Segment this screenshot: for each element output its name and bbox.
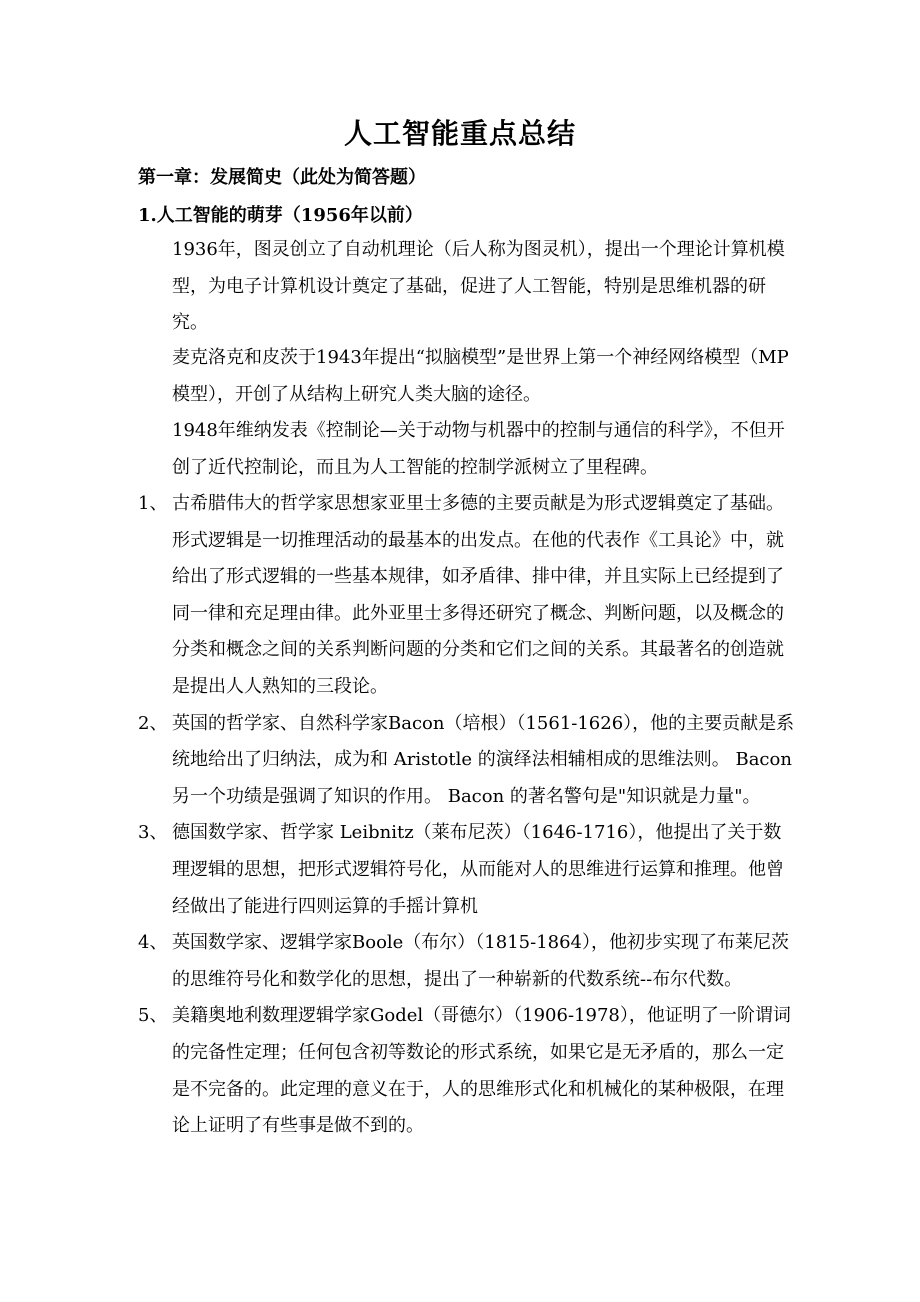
list-item bbox=[138, 925, 798, 998]
paragraph-mp-model: 麦克洛克和皮茨于1943年提出“拟脑模型”是世界上第一个神经网络模型（MP模型），开创了从结构上研究人类大脑的途径。 bbox=[172, 347, 789, 405]
paragraph-cybernetics: 1948年维纳发表《控制论—关于动物与机器中的控制与通信的科学》，不但开创了近代控制论，而且为人工智能的控制学派树立了里程碑。 bbox=[172, 420, 785, 478]
document-title: 人工智能重点总结 bbox=[343, 117, 576, 150]
list-item-number: 5、 bbox=[138, 1005, 168, 1027]
list-item-text: 德国数学家、哲学家 Leibnitz（莱布尼茨）（1646-1716），他提出了关于数理逻辑的思想，把形式逻辑符号化，从而能对人的思维进行运算和推理。他曾经做出了能进行四则运算的手摇计算机 bbox=[172, 822, 784, 917]
list-item bbox=[138, 998, 798, 1144]
list-item-text: 美籍奥地利数理逻辑学家Godel（哥德尔）（1906-1978），他证明了一阶谓词的完备性定理；任何包含初等数论的形式系统，如果它是无矛盾的，那么一定是不完备的。此定理的意义在于，人的思维形式化和机械化的某种极限，在理论上证明了有些事是做不到的。 bbox=[172, 1005, 791, 1137]
paragraph-turing: 1936年，图灵创立了自动机理论（后人称为图灵机），提出一个理论计算机模型，为电子计算机设计奠定了基础，促进了人工智能，特别是思维机器的研究。 bbox=[172, 239, 785, 334]
list-item bbox=[138, 815, 798, 925]
list-item bbox=[138, 706, 798, 816]
list-item-text: 英国数学家、逻辑学家Boole（布尔）（1815-1864），他初步实现了布莱尼茨的思维符号化和数学化的思想，提出了一种崭新的代数系统--布尔代数。 bbox=[172, 932, 790, 990]
list-item-number: 4、 bbox=[138, 932, 168, 954]
list-item-text: 英国的哲学家、自然科学家Bacon（培根）（1561-1626），他的主要贡献是系统地给出了归纳法，成为和 Aristotle 的演绎法相辅相成的思维法则。 Bacon 另一个功绩是强调了知识的作用。 Bacon 的著名警句是"知识就是力量"。 bbox=[172, 712, 795, 807]
list-item-number: 1、 bbox=[138, 493, 168, 514]
list-item-number: 2、 bbox=[138, 712, 168, 734]
list-item bbox=[138, 486, 798, 706]
section-heading: 1.人工智能的萌芽（1956年以前） bbox=[138, 205, 423, 226]
list-item-number: 3、 bbox=[138, 822, 168, 844]
list-item-text: 古希腊伟大的哲学家思想家亚里士多德的主要贡献是为形式逻辑奠定了基础。形式逻辑是一切推理活动的最基本的出发点。在他的代表作《工具论》中，就给出了形式逻辑的一些基本规律，如矛盾律、排中律，并且实际上已经提到了同一律和充足理由律。此外亚里士多得还研究了概念、判断问题，以及概念的分类和概念之间的关系判断问题的分类和它们之间的关系。其最著名的创造就是提出人人熟知的三段论。 bbox=[172, 493, 784, 697]
contributor-list bbox=[138, 486, 798, 1145]
chapter-heading: 第一章：发展简史（此处为简答题） bbox=[138, 167, 426, 188]
